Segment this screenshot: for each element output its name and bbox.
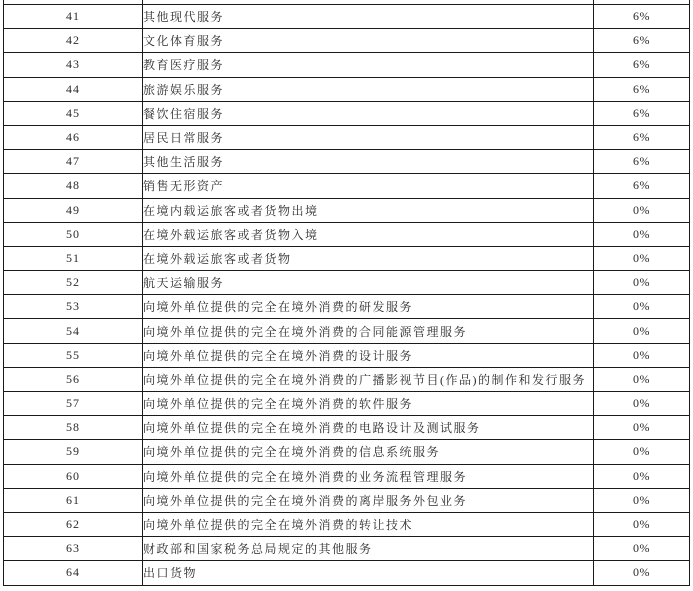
item-name: 其他生活服务	[143, 150, 594, 174]
item-name: 航天运输服务	[143, 271, 594, 295]
item-name: 居民日常服务	[143, 125, 594, 149]
tax-rate: 6%	[594, 150, 690, 174]
item-name: 文化体育服务	[143, 29, 594, 53]
table-row	[4, 101, 690, 125]
tax-rate: 0%	[594, 440, 690, 464]
tax-rate: 6%	[594, 125, 690, 149]
tax-rate: 6%	[594, 101, 690, 125]
tax-rate: 6%	[594, 5, 690, 29]
table-row	[4, 198, 690, 222]
row-number: 43	[4, 53, 143, 77]
table-row	[4, 512, 690, 536]
item-name: 向境外单位提供的完全在境外消费的合同能源管理服务	[143, 319, 594, 343]
tax-rate: 6%	[594, 29, 690, 53]
table-row	[4, 295, 690, 319]
row-number: 52	[4, 271, 143, 295]
table-row	[4, 319, 690, 343]
table-row	[4, 246, 690, 270]
tax-rate: 0%	[594, 392, 690, 416]
table-row	[4, 271, 690, 295]
row-number: 61	[4, 488, 143, 512]
table-row	[4, 29, 690, 53]
table-row	[4, 416, 690, 440]
item-name: 向境外单位提供的完全在境外消费的信息系统服务	[143, 440, 594, 464]
row-number: 44	[4, 77, 143, 101]
item-name: 在境外载运旅客或者货物入境	[143, 222, 594, 246]
tax-rate: 0%	[594, 464, 690, 488]
item-name: 向境外单位提供的完全在境外消费的研发服务	[143, 295, 594, 319]
row-number: 41	[4, 5, 143, 29]
row-number: 57	[4, 392, 143, 416]
tax-rate: 6%	[594, 53, 690, 77]
table-row	[4, 367, 690, 391]
table-row	[4, 222, 690, 246]
row-number: 42	[4, 29, 143, 53]
row-number: 53	[4, 295, 143, 319]
row-number: 50	[4, 222, 143, 246]
tax-rate: 0%	[594, 512, 690, 536]
tax-rate: 6%	[594, 174, 690, 198]
row-number: 48	[4, 174, 143, 198]
row-number: 62	[4, 512, 143, 536]
item-name: 在境外载运旅客或者货物	[143, 246, 594, 270]
table-row	[4, 5, 690, 29]
row-number: 56	[4, 367, 143, 391]
tax-rate: 0%	[594, 222, 690, 246]
tax-rate: 0%	[594, 488, 690, 512]
table-row	[4, 125, 690, 149]
row-number: 59	[4, 440, 143, 464]
tax-rate-table	[3, 0, 690, 586]
table-row	[4, 488, 690, 512]
table-row	[4, 174, 690, 198]
item-name: 教育医疗服务	[143, 53, 594, 77]
row-number: 55	[4, 343, 143, 367]
item-name: 向境外单位提供的完全在境外消费的广播影视节目(作品)的制作和发行服务	[143, 367, 594, 391]
tax-rate: 0%	[594, 561, 690, 585]
table-row	[4, 537, 690, 561]
table-row	[4, 53, 690, 77]
table-row	[4, 343, 690, 367]
row-number: 49	[4, 198, 143, 222]
item-name: 向境外单位提供的完全在境外消费的业务流程管理服务	[143, 464, 594, 488]
item-name: 财政部和国家税务总局规定的其他服务	[143, 537, 594, 561]
item-name: 出口货物	[143, 561, 594, 585]
item-name: 向境外单位提供的完全在境外消费的转让技术	[143, 512, 594, 536]
item-name: 在境内载运旅客或者货物出境	[143, 198, 594, 222]
tax-rate: 0%	[594, 198, 690, 222]
tax-rate: 0%	[594, 367, 690, 391]
row-number: 46	[4, 125, 143, 149]
tax-rate: 0%	[594, 343, 690, 367]
table-row	[4, 440, 690, 464]
tax-rate: 0%	[594, 246, 690, 270]
item-name: 其他现代服务	[143, 5, 594, 29]
tax-rate: 0%	[594, 416, 690, 440]
table-row	[4, 150, 690, 174]
tax-rate: 6%	[594, 77, 690, 101]
item-name: 销售无形资产	[143, 174, 594, 198]
row-number: 60	[4, 464, 143, 488]
row-number: 45	[4, 101, 143, 125]
row-number: 47	[4, 150, 143, 174]
table-row	[4, 464, 690, 488]
tax-rate: 0%	[594, 319, 690, 343]
table-row	[4, 392, 690, 416]
tax-rate: 0%	[594, 537, 690, 561]
table-row	[4, 561, 690, 585]
row-number: 64	[4, 561, 143, 585]
tax-rate: 0%	[594, 295, 690, 319]
item-name: 餐饮住宿服务	[143, 101, 594, 125]
table-row	[4, 77, 690, 101]
item-name: 旅游娱乐服务	[143, 77, 594, 101]
row-number: 51	[4, 246, 143, 270]
tax-rate-table-body	[4, 0, 690, 585]
row-number: 63	[4, 537, 143, 561]
row-number: 58	[4, 416, 143, 440]
tax-rate: 0%	[594, 271, 690, 295]
item-name: 向境外单位提供的完全在境外消费的软件服务	[143, 392, 594, 416]
item-name: 向境外单位提供的完全在境外消费的设计服务	[143, 343, 594, 367]
row-number: 54	[4, 319, 143, 343]
item-name: 向境外单位提供的完全在境外消费的离岸服务外包业务	[143, 488, 594, 512]
item-name: 向境外单位提供的完全在境外消费的电路设计及测试服务	[143, 416, 594, 440]
